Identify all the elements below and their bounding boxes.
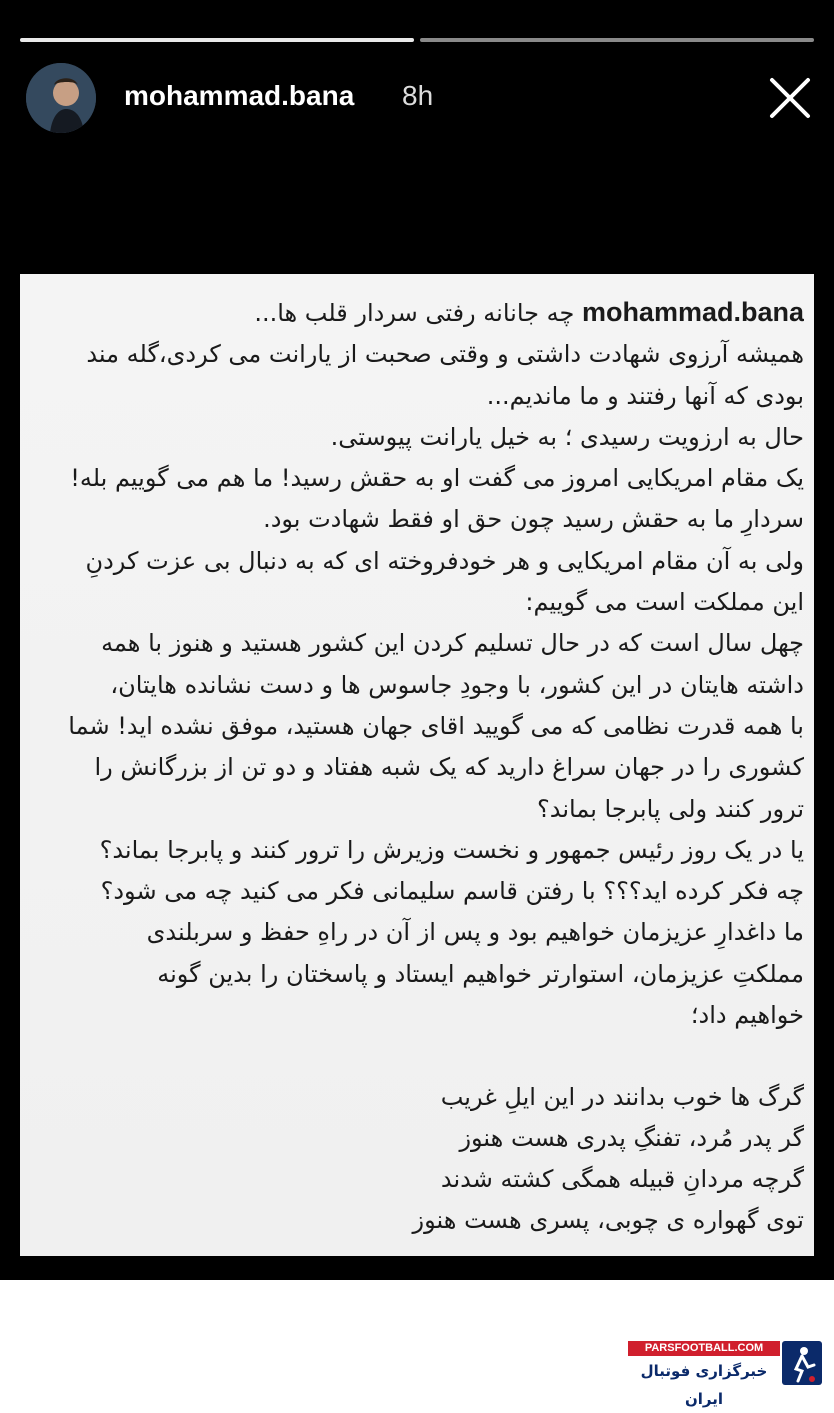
watermark-logo <box>628 1341 822 1408</box>
watermark-site: PARSFOOTBALL.COM <box>628 1341 780 1356</box>
caption-line: همیشه آرزوی شهادت داشتی و وقتی صحبت از یارانت می کردی،گله مند <box>86 340 804 369</box>
poem <box>42 1077 804 1241</box>
avatar[interactable] <box>26 63 96 133</box>
caption-line: ولی به آن مقام امریکایی و هر خودفروخته ای که به دنبال بی عزت کردنِ <box>85 546 804 575</box>
story-time: 8h <box>402 80 434 111</box>
caption-line: خواهیم داد؛ <box>690 1001 804 1030</box>
caption-line: این مملکت است می گوییم: <box>525 588 804 617</box>
caption-spacer <box>42 1036 804 1077</box>
caption-line: چه فکر کرده اید؟؟؟ با رفتن قاسم سلیمانی فکر می کنید چه می شود؟ <box>100 877 804 906</box>
profile-photo-icon <box>26 63 96 133</box>
caption-line: یا در یک روز رئیس جمهور و نخست وزیرش را ترور کنند و پابرجا بماند؟ <box>99 835 804 864</box>
caption-line: با همه قدرت نظامی که می گویید اقای جهان هستید، موفق نشده اید! شما <box>68 711 804 740</box>
post-screenshot <box>20 274 814 1256</box>
close-icon <box>764 72 816 124</box>
caption-username: mohammad.bana <box>581 297 804 327</box>
caption-line: سردارِ ما به حقش رسید چون حق او فقط شهادت بود. <box>263 505 804 534</box>
caption-line: چهل سال است که در حال تسلیم کردن این کشور هستید و هنوز با همه <box>101 629 804 658</box>
poem-line: گرگ ها خوب بدانند در این ایلِ غریب <box>440 1083 804 1112</box>
caption-line: بودی که آنها رفتند و ما ماندیم... <box>486 381 804 410</box>
caption-line: کشوری را در جهان سراغ دارید که یک شبه هفتاد و دو تن از بزرگانش را <box>94 753 804 782</box>
post-caption <box>42 292 804 1241</box>
poem-line: گر پدر مُرد، تفنگِ پدری هست هنوز <box>459 1124 804 1153</box>
caption-line: mohammad.bana چه جانانه رفتی سردار قلب ها... <box>254 297 804 327</box>
caption-line: ترور کنند ولی پابرجا بماند؟ <box>537 794 804 823</box>
player-logo-icon <box>782 1341 822 1385</box>
caption-line: داشته هایتان در این کشور، با وجودِ جاسوس ها و دست نشانده هایتان، <box>110 670 804 699</box>
caption-line: مملکتِ عزیزمان، استوارتر خواهیم ایستاد و پاسختان را بدین گونه <box>157 959 804 988</box>
poem-line: گرچه مردانِ قبیله همگی کشته شدند <box>440 1165 804 1194</box>
caption-line: یک مقام امریکایی امروز می گفت او به حقش رسید! ما هم می گوییم بله! <box>70 464 804 493</box>
caption-line: ما داغدارِ عزیزمان خواهیم بود و پس از آن در راهِ حفظ و سربلندی <box>146 918 804 947</box>
close-button[interactable] <box>764 72 816 124</box>
poem-line: توی گهواره ی چوبی، پسری هست هنوز <box>412 1206 804 1235</box>
story-progress-segment-1 <box>20 38 414 42</box>
caption-line: حال به ارزویت رسیدی ؛ به خیل یارانت پیوستی. <box>330 422 804 451</box>
story-username[interactable]: mohammad.bana <box>124 80 355 111</box>
story-progress-segment-2 <box>420 38 814 42</box>
watermark-tagline: خبرگزاری فوتبال ایران <box>628 1357 780 1385</box>
